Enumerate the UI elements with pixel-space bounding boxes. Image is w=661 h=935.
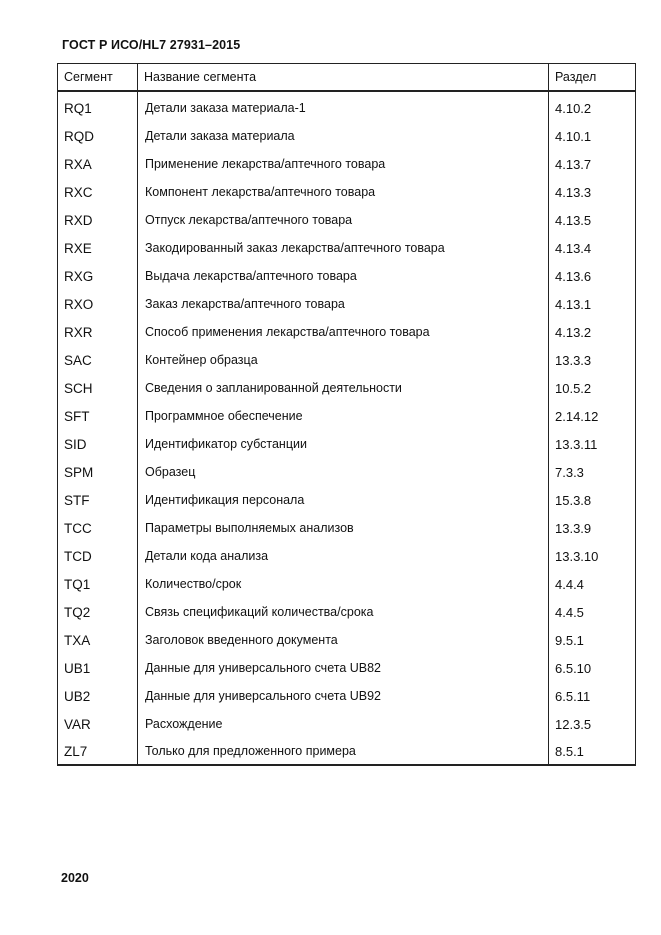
- table-row: [58, 346, 636, 374]
- segment-section-cell: 4.10.2: [549, 91, 636, 122]
- segment-code-cell: TCD: [58, 542, 138, 570]
- segment-name-cell: Параметры выполняемых анализов: [138, 514, 549, 542]
- table-row: [58, 626, 636, 654]
- segment-section-cell: 4.13.4: [549, 234, 636, 262]
- segment-section-cell: 4.13.6: [549, 262, 636, 290]
- table-row: [58, 682, 636, 710]
- segment-name-cell: Контейнер образца: [138, 346, 549, 374]
- segment-section-cell: 6.5.10: [549, 654, 636, 682]
- segment-section-cell: 12.3.5: [549, 710, 636, 738]
- segment-section-cell: 4.4.4: [549, 570, 636, 598]
- page-number: 2020: [61, 871, 89, 885]
- column-header-segment: Сегмент: [58, 64, 138, 92]
- segment-code-cell: SFT: [58, 402, 138, 430]
- segment-name-cell: Данные для универсального счета UB82: [138, 654, 549, 682]
- table-row: [58, 91, 636, 122]
- table-row: [58, 150, 636, 178]
- segment-name-cell: Заголовок введенного документа: [138, 626, 549, 654]
- table-row: [58, 402, 636, 430]
- segment-section-cell: 10.5.2: [549, 374, 636, 402]
- header-row: [58, 64, 636, 92]
- segment-name-cell: Детали кода анализа: [138, 542, 549, 570]
- column-header-name: Название сегмента: [138, 64, 549, 92]
- table-row: [58, 738, 636, 765]
- segment-section-cell: 15.3.8: [549, 486, 636, 514]
- segment-section-cell: 6.5.11: [549, 682, 636, 710]
- document-header: ГОСТ Р ИСО/HL7 27931–2015: [62, 38, 241, 52]
- segment-name-cell: Заказ лекарства/аптечного товара: [138, 290, 549, 318]
- segment-code-cell: RXG: [58, 262, 138, 290]
- segment-section-cell: 13.3.11: [549, 430, 636, 458]
- segment-code-cell: RXA: [58, 150, 138, 178]
- segment-name-cell: Отпуск лекарства/аптечного товара: [138, 206, 549, 234]
- segment-code-cell: RXC: [58, 178, 138, 206]
- segment-name-cell: Связь спецификаций количества/срока: [138, 598, 549, 626]
- segment-code-cell: RXD: [58, 206, 138, 234]
- table-row: [58, 598, 636, 626]
- segment-code-cell: SAC: [58, 346, 138, 374]
- segment-name-cell: Способ применения лекарства/аптечного товара: [138, 318, 549, 346]
- table-row: [58, 486, 636, 514]
- table-row: [58, 318, 636, 346]
- segment-name-cell: Выдача лекарства/аптечного товара: [138, 262, 549, 290]
- segment-name-cell: Только для предложенного примера: [138, 738, 549, 765]
- segment-section-cell: 8.5.1: [549, 738, 636, 765]
- segment-code-cell: RQ1: [58, 91, 138, 122]
- segment-name-cell: Количество/срок: [138, 570, 549, 598]
- table-row: [58, 710, 636, 738]
- table-row: [58, 458, 636, 486]
- segment-name-cell: Данные для универсального счета UB92: [138, 682, 549, 710]
- segment-code-cell: RXO: [58, 290, 138, 318]
- segment-section-cell: 4.13.3: [549, 178, 636, 206]
- table-row: [58, 570, 636, 598]
- segment-code-cell: RXE: [58, 234, 138, 262]
- segment-table: [57, 63, 636, 766]
- segment-code-cell: SPM: [58, 458, 138, 486]
- segment-section-cell: 4.13.7: [549, 150, 636, 178]
- segment-section-cell: 4.13.2: [549, 318, 636, 346]
- segment-section-cell: 4.4.5: [549, 598, 636, 626]
- table-header: [58, 64, 636, 92]
- table-row: [58, 654, 636, 682]
- segment-section-cell: 9.5.1: [549, 626, 636, 654]
- segment-name-cell: Идентификация персонала: [138, 486, 549, 514]
- segment-code-cell: ZL7: [58, 738, 138, 765]
- segment-name-cell: Сведения о запланированной деятельности: [138, 374, 549, 402]
- segment-name-cell: Расхождение: [138, 710, 549, 738]
- segment-code-cell: TQ1: [58, 570, 138, 598]
- column-header-section: Раздел: [549, 64, 636, 92]
- segment-section-cell: 7.3.3: [549, 458, 636, 486]
- table-row: [58, 290, 636, 318]
- segment-code-cell: RXR: [58, 318, 138, 346]
- segment-code-cell: TCC: [58, 514, 138, 542]
- segment-code-cell: STF: [58, 486, 138, 514]
- segment-code-cell: RQD: [58, 122, 138, 150]
- table-body: [58, 91, 636, 765]
- segment-code-cell: SCH: [58, 374, 138, 402]
- segment-name-cell: Детали заказа материала-1: [138, 91, 549, 122]
- segment-name-cell: Компонент лекарства/аптечного товара: [138, 178, 549, 206]
- table-row: [58, 542, 636, 570]
- segment-code-cell: TXA: [58, 626, 138, 654]
- segment-name-cell: Применение лекарства/аптечного товара: [138, 150, 549, 178]
- table-row: [58, 262, 636, 290]
- segment-code-cell: UB1: [58, 654, 138, 682]
- segment-section-cell: 13.3.3: [549, 346, 636, 374]
- segment-section-cell: 4.10.1: [549, 122, 636, 150]
- segment-code-cell: VAR: [58, 710, 138, 738]
- segment-code-cell: SID: [58, 430, 138, 458]
- segment-name-cell: Детали заказа материала: [138, 122, 549, 150]
- segment-section-cell: 13.3.9: [549, 514, 636, 542]
- segment-name-cell: Программное обеспечение: [138, 402, 549, 430]
- table-row: [58, 178, 636, 206]
- segment-name-cell: Образец: [138, 458, 549, 486]
- table-row: [58, 430, 636, 458]
- segment-section-cell: 13.3.10: [549, 542, 636, 570]
- table-row: [58, 206, 636, 234]
- table-row: [58, 122, 636, 150]
- segment-section-cell: 2.14.12: [549, 402, 636, 430]
- segment-name-cell: Закодированный заказ лекарства/аптечного товара: [138, 234, 549, 262]
- segment-code-cell: UB2: [58, 682, 138, 710]
- table-row: [58, 234, 636, 262]
- table-row: [58, 374, 636, 402]
- segment-name-cell: Идентификатор субстанции: [138, 430, 549, 458]
- segment-section-cell: 4.13.5: [549, 206, 636, 234]
- segment-code-cell: TQ2: [58, 598, 138, 626]
- table-row: [58, 514, 636, 542]
- segment-section-cell: 4.13.1: [549, 290, 636, 318]
